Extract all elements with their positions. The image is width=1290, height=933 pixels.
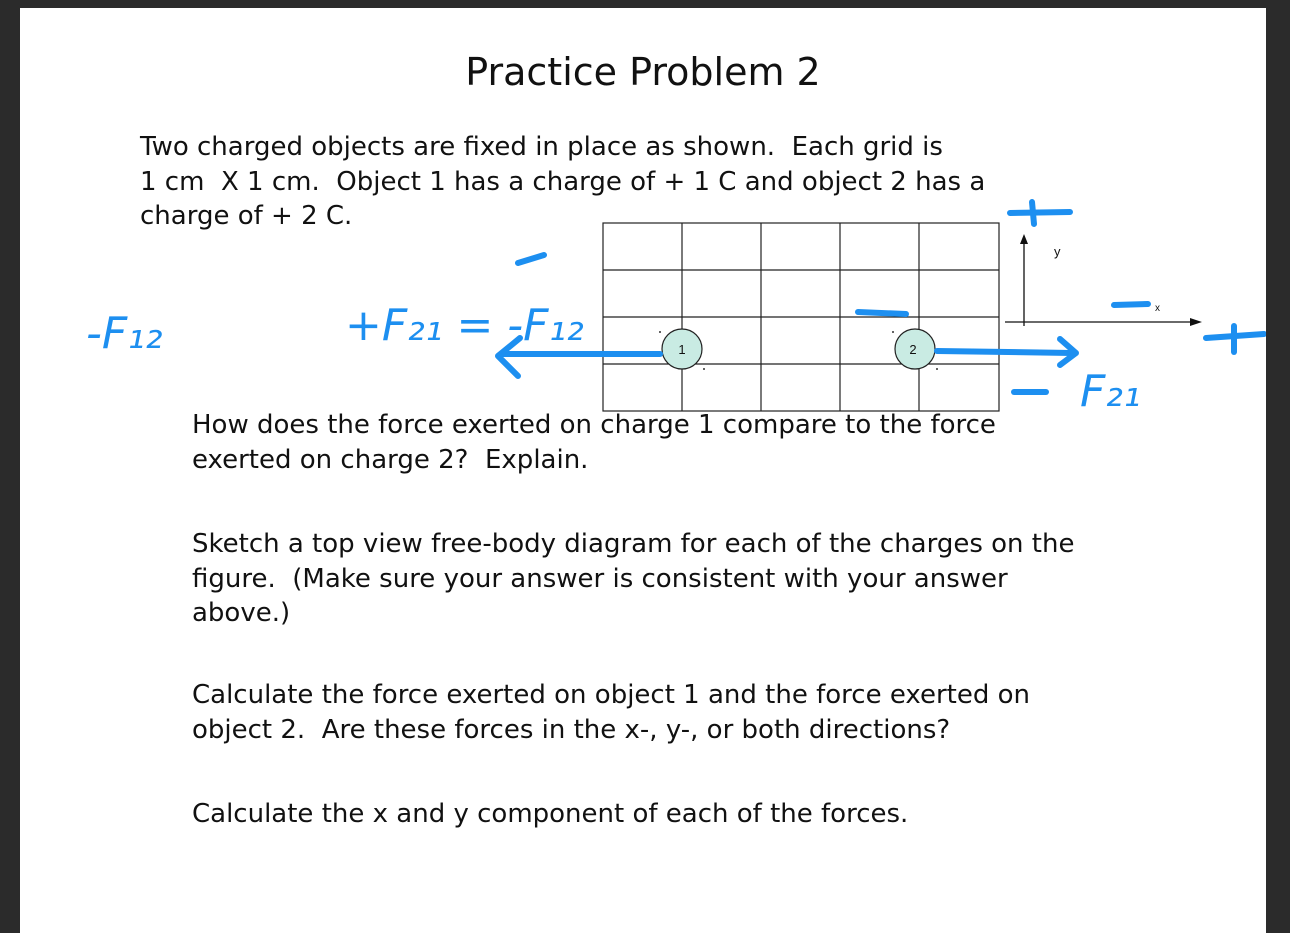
y-axis-arrowhead (1020, 234, 1028, 244)
document-page (20, 8, 1266, 933)
question-line: object 2. Are these forces in the x-, y-, or both directions? (192, 714, 951, 745)
x-axis-arrowhead (1190, 318, 1202, 326)
plus-y-stem (1032, 202, 1034, 224)
coordinate-axes (1005, 234, 1202, 326)
intro-line: 1 cm X 1 cm. Object 1 has a charge of + 1 C and object 2 has a (140, 166, 986, 197)
question-line: figure. (Make sure your answer is consistent with your answer (192, 563, 1008, 594)
charge-object-2 (895, 329, 935, 369)
handwritten-f21: F₂₁ (1080, 366, 1141, 417)
question-line: Calculate the x and y component of each of the forces. (192, 799, 909, 829)
question-line: Calculate the force exerted on object 1 and the force exerted on (192, 680, 1030, 710)
intro-line: Two charged objects are fixed in place as shown. Each grid is (140, 132, 943, 162)
force-arrow-on-2 (937, 339, 1076, 365)
grid (603, 223, 999, 411)
vector-arrow-mark (1114, 304, 1148, 305)
question-line: How does the force exerted on charge 1 compare to the force (192, 410, 996, 440)
question-line: exerted on charge 2? Explain. (192, 444, 589, 475)
charge-2-label: 2 (909, 342, 917, 357)
intro-line: charge of + 2 C. (140, 201, 353, 231)
question-line: above.) (192, 598, 291, 628)
y-axis-label: y (1054, 244, 1061, 259)
handwritten-neg-f12: -F₁₂ (86, 308, 163, 359)
charge-1-label: 1 (678, 342, 686, 357)
x-axis-label: x (1155, 303, 1160, 314)
question-line: Sketch a top view free-body diagram for each of the charges on the (192, 529, 1075, 559)
charge-object-1 (662, 329, 702, 369)
vector-arrow-mark (518, 255, 544, 263)
handwritten-force-equation: +F₂₁ = -F₁₂ (345, 300, 584, 351)
page-title: Practice Problem 2 (465, 50, 821, 94)
minus-mark (858, 312, 906, 314)
plus-y-bar (1010, 212, 1070, 213)
charge-diagram (20, 8, 1266, 933)
